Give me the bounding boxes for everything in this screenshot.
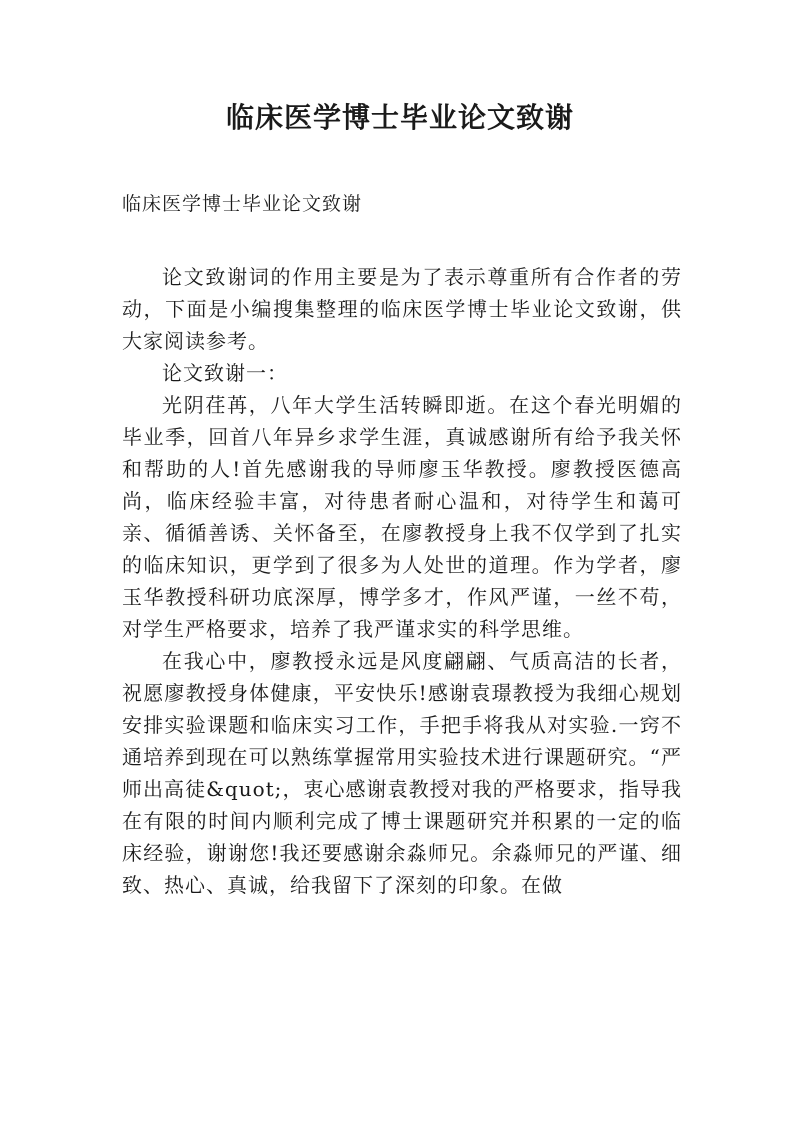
paragraph: 光阴荏苒，八年大学生活转瞬即逝。在这个春光明媚的毕业季，回首八年异乡求学生涯，真诚感谢所有给予我关怀和帮助的人!首先感谢我的导师廖玉华教授。廖教授医德高尚，临床经验丰富，对待患者耐心温和，对待学生和蔼可亲、循循善诱、关怀备至，在廖教授身上我不仅学到了扎实的临床知识，更学到了很多为人处世的道理。作为学者，廖玉华教授科研功底深厚，博学多才，作风严谨，一丝不苟，对学生严格要求，培养了我严谨求实的科学思维。 xyxy=(122,393,682,641)
document-subtitle: 临床医学博士毕业论文致谢 xyxy=(122,193,363,215)
document-body xyxy=(122,261,682,901)
paragraph: 在我心中，廖教授永远是风度翩翩、气质高洁的长者，祝愿廖教授身体健康，平安快乐!感谢袁璟教授为我细心规划安排实验课题和临床实习工作，手把手将我从对实验.一窍不通培养到现在可以熟练掌握常用实验技术进行课题研究。“严师出高徒&quot;，衷心感谢袁教授对我的严格要求，指导我在有限的时间内顺利完成了博士课题研究并积累的一定的临床经验，谢谢您!我还要感谢余淼师兄。余淼师兄的严谨、细致、热心、真诚，给我留下了深刻的印象。在做 xyxy=(122,649,682,897)
paragraph-intro: 论文致谢词的作用主要是为了表示尊重所有合作者的劳动，下面是小编搜集整理的临床医学博士毕业论文致谢，供大家阅读参考。 xyxy=(122,265,682,353)
section-heading: 论文致谢一： xyxy=(162,361,288,385)
document-title: 临床医学博士毕业论文致谢 xyxy=(225,101,574,134)
